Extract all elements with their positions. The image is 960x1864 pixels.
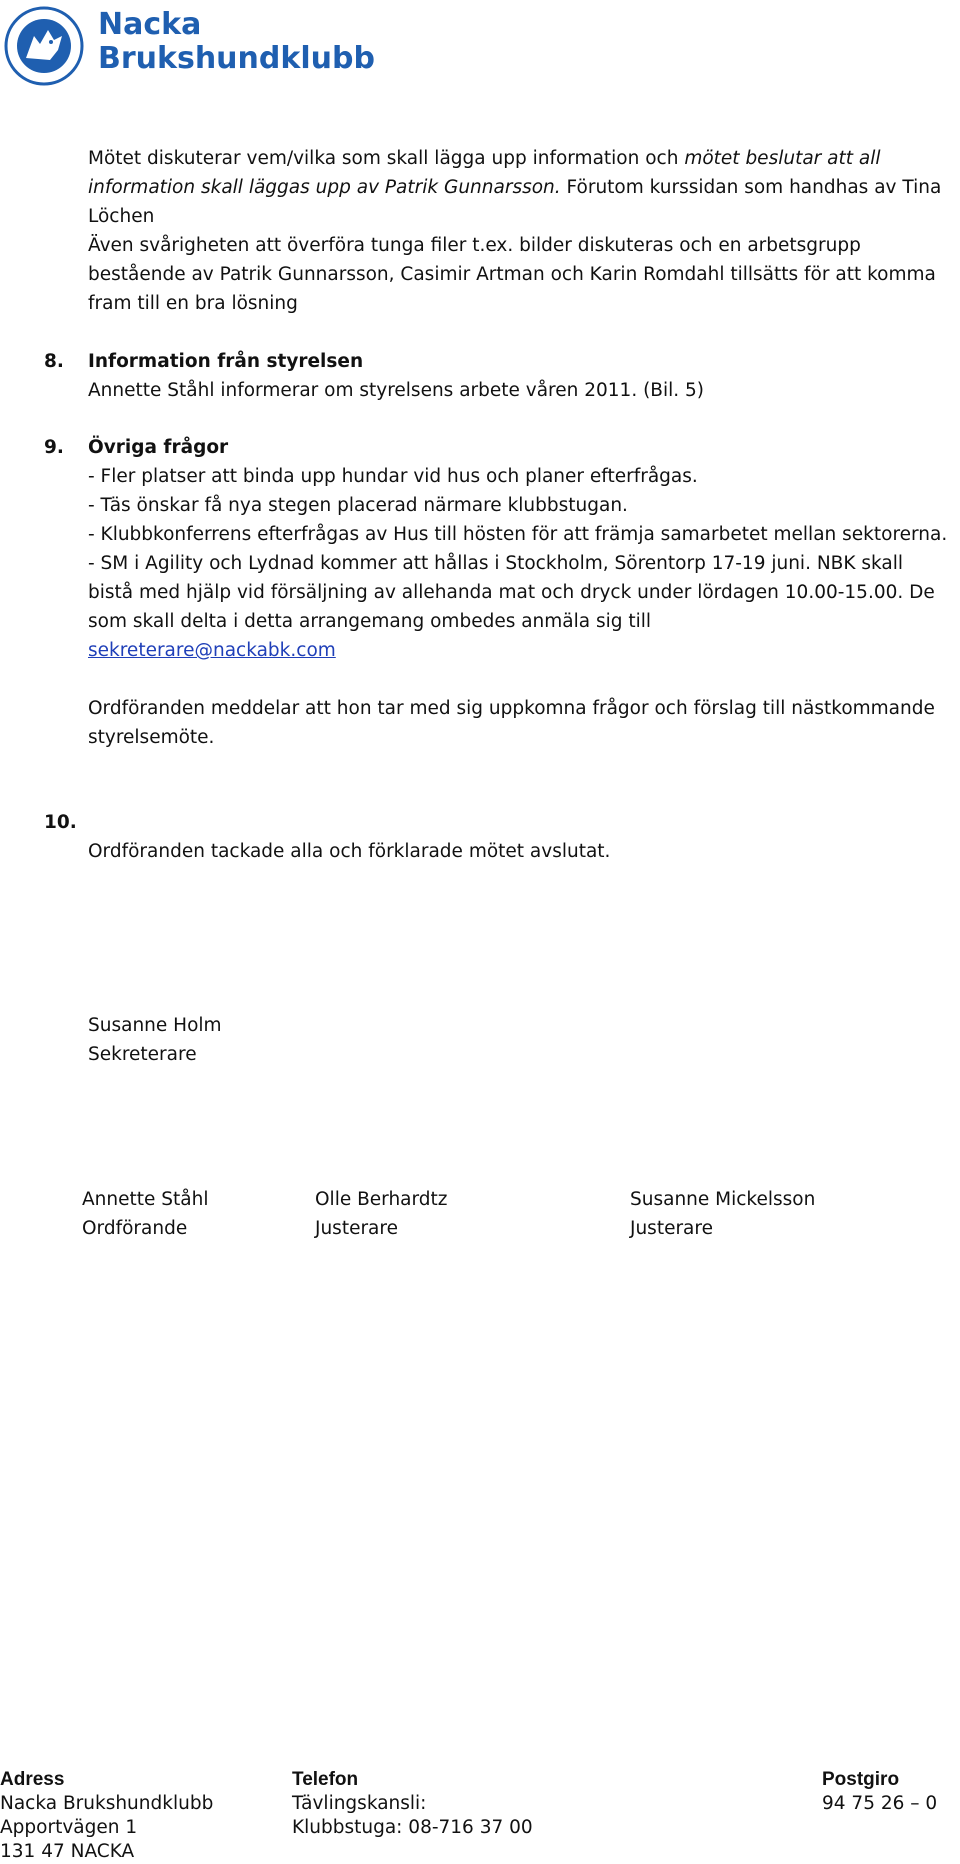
footer-postgiro-heading: Postgiro: [822, 1769, 900, 1790]
footer-address-line: Nacka Brukshundklubb: [0, 1793, 214, 1814]
intro-paragraph: [88, 144, 948, 231]
club-name: [98, 8, 375, 76]
signature-name: Olle Berhardtz: [315, 1189, 448, 1210]
item-10-section: [88, 837, 948, 866]
footer-postgiro-number: 94 75 26 – 0: [822, 1793, 938, 1814]
intro-text-start: Mötet diskuterar vem/vilka som skall lägga upp information och: [88, 148, 685, 169]
footer-postgiro: [822, 1768, 937, 1816]
secretary-signature: [88, 1011, 948, 1069]
signature-role: Ordförande: [82, 1218, 188, 1239]
footer-address: [0, 1768, 213, 1864]
item-9-title: Övriga frågor: [88, 437, 229, 458]
item-9-line-4: - SM i Agility och Lydnad kommer att hållas i Stockholm, Sörentorp 17-19 juni. NBK skall bistå med hjälp vid försäljning av allehanda mat och dryck under lördagen 10.00-15.00. De som skall delta i detta arrangemang ombedes anmäla sig till: [88, 553, 935, 632]
item-9-line-3: - Klubbkonferrens efterfrågas av Hus till hösten för att främja samarbetet mellan sektorerna.: [88, 524, 948, 545]
secretary-name: Susanne Holm: [88, 1015, 222, 1036]
footer-address-heading: Adress: [0, 1769, 65, 1790]
item-9-closing: Ordföranden meddelar att hon tar med sig uppkomna frågor och förslag till nästkommande styrelsemöte.: [88, 698, 935, 748]
signature-name: Annette Ståhl: [82, 1189, 209, 1210]
intro-paragraph-2: Även svårigheten att överföra tunga filer t.ex. bilder diskuteras och en arbetsgrupp bestående av Patrik Gunnarsson, Casimir Artman och Karin Romdahl tillsätts för att komma fram till en bra lösning: [88, 235, 936, 314]
page-footer: [0, 1768, 960, 1864]
item-9-number: 9.: [44, 437, 64, 458]
item-8-section: [88, 347, 948, 405]
item-9-line-1: - Fler platser att binda upp hundar vid hus och planer efterfrågas.: [88, 466, 698, 487]
logo-line-1: Nacka: [98, 7, 202, 42]
item-8-number: 8.: [44, 351, 64, 372]
item-10-text: Ordföranden tackade alla och förklarade mötet avslutat.: [88, 841, 611, 862]
signature-adjuster-2: [630, 1185, 815, 1243]
intro-text-after: Förutom kurssidan som handhas av Tina Löchen: [88, 177, 942, 227]
item-8-title: Information från styrelsen: [88, 351, 364, 372]
footer-address-line: 131 47 NACKA: [0, 1841, 135, 1862]
footer-phone-line: Klubbstuga: 08-716 37 00: [292, 1817, 533, 1838]
secretary-email-link[interactable]: sekreterare@nackabk.com: [88, 640, 336, 661]
footer-phone: [292, 1768, 533, 1840]
intro-section: [88, 144, 948, 318]
signature-name: Susanne Mickelsson: [630, 1189, 816, 1210]
logo-line-2: Brukshundklubb: [98, 41, 375, 76]
signature-role: Justerare: [630, 1218, 713, 1239]
club-seal-icon: [4, 6, 84, 86]
item-8-text: Annette Ståhl informerar om styrelsens arbete våren 2011. (Bil. 5): [88, 380, 705, 401]
club-logo: [0, 0, 375, 90]
intro-decision-text: mötet beslutar att all information skall läggas upp av Patrik Gunnarsson.: [88, 148, 881, 198]
signature-adjuster-1: [315, 1185, 448, 1243]
signature-chair: [82, 1185, 208, 1243]
item-9-line-2: - Täs önskar få nya stegen placerad närmare klubbstugan.: [88, 495, 628, 516]
footer-address-line: Apportvägen 1: [0, 1817, 138, 1838]
item-9-section: [88, 433, 948, 752]
signature-role: Justerare: [315, 1218, 398, 1239]
secretary-role: Sekreterare: [88, 1044, 197, 1065]
item-10-number: 10.: [44, 812, 77, 833]
footer-phone-line: Tävlingskansli:: [292, 1793, 427, 1814]
footer-phone-heading: Telefon: [292, 1769, 359, 1790]
